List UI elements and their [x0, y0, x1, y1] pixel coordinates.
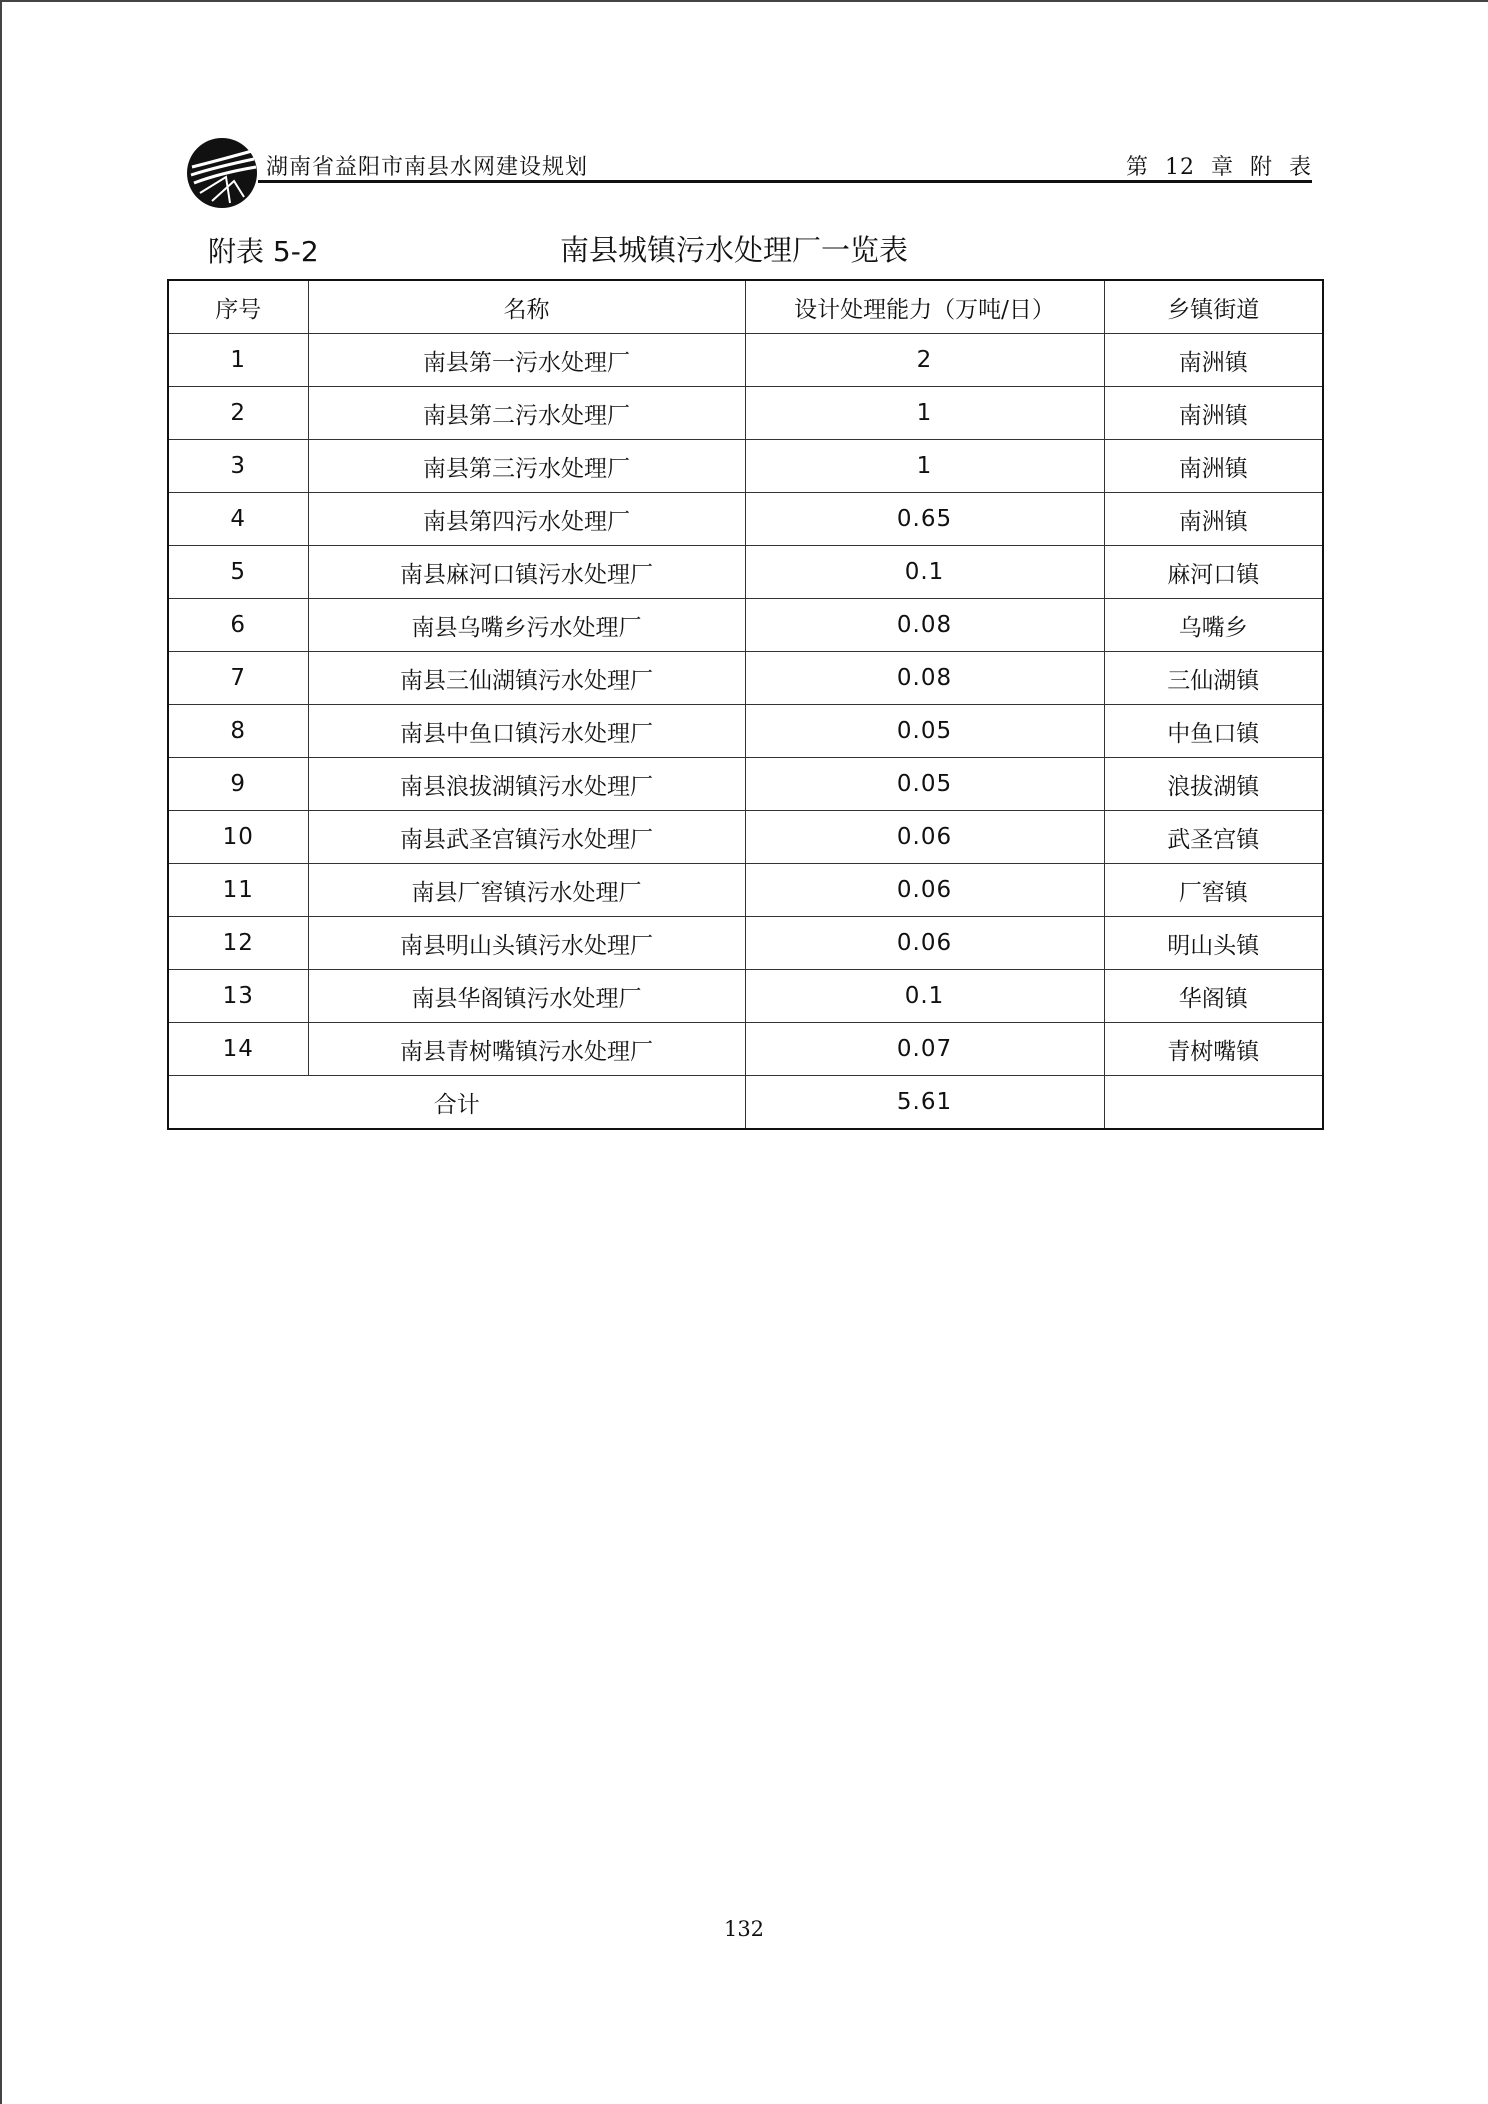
plant-name-cell: 南县厂窖镇污水处理厂: [308, 864, 745, 917]
row-number-cell: 8: [168, 705, 308, 758]
plant-name-cell: 南县浪拔湖镇污水处理厂: [308, 758, 745, 811]
header-rule: [258, 180, 1312, 183]
row-number-cell: 11: [168, 864, 308, 917]
row-number-cell: 12: [168, 917, 308, 970]
row-number-cell: 9: [168, 758, 308, 811]
page-edge-top: [0, 0, 1488, 2]
row-number-cell: 7: [168, 652, 308, 705]
row-number-cell: 5: [168, 546, 308, 599]
capacity-cell: 0.05: [745, 758, 1104, 811]
row-number-cell: 6: [168, 599, 308, 652]
page-edge-left: [0, 0, 2, 2104]
total-capacity: 5.61: [745, 1076, 1104, 1130]
capacity-cell: 0.08: [745, 599, 1104, 652]
row-number-cell: 13: [168, 970, 308, 1023]
table-body: [168, 334, 1323, 1076]
header-cell-town: 乡镇街道: [1104, 280, 1323, 334]
row-number-cell: 3: [168, 440, 308, 493]
table-row: [168, 334, 1323, 387]
town-cell: 南洲镇: [1104, 440, 1323, 493]
town-cell: 三仙湖镇: [1104, 652, 1323, 705]
capacity-cell: 0.08: [745, 652, 1104, 705]
table-row: [168, 546, 1323, 599]
water-plan-logo-icon: [186, 137, 258, 209]
table-row: [168, 705, 1323, 758]
capacity-cell: 0.07: [745, 1023, 1104, 1076]
plant-name-cell: 南县青树嘴镇污水处理厂: [308, 1023, 745, 1076]
town-cell: 武圣宫镇: [1104, 811, 1323, 864]
capacity-cell: 0.06: [745, 811, 1104, 864]
capacity-cell: 0.06: [745, 917, 1104, 970]
row-number-cell: 4: [168, 493, 308, 546]
total-town: [1104, 1076, 1323, 1130]
table-row: [168, 387, 1323, 440]
total-label: 合计: [168, 1076, 745, 1130]
capacity-cell: 0.06: [745, 864, 1104, 917]
town-cell: 浪拔湖镇: [1104, 758, 1323, 811]
town-cell: 麻河口镇: [1104, 546, 1323, 599]
total-row: [168, 1076, 1323, 1130]
table-row: [168, 493, 1323, 546]
row-number-cell: 1: [168, 334, 308, 387]
chapter-header: 第 12 章 附 表: [1126, 155, 1312, 180]
plant-name-cell: 南县麻河口镇污水处理厂: [308, 546, 745, 599]
town-cell: 乌嘴乡: [1104, 599, 1323, 652]
town-cell: 中鱼口镇: [1104, 705, 1323, 758]
header-cell-no: 序号: [168, 280, 308, 334]
plant-name-cell: 南县武圣宫镇污水处理厂: [308, 811, 745, 864]
row-number-cell: 10: [168, 811, 308, 864]
capacity-cell: 0.65: [745, 493, 1104, 546]
header-cell-name: 名称: [308, 280, 745, 334]
capacity-cell: 0.1: [745, 546, 1104, 599]
table-row: [168, 599, 1323, 652]
page-number: 132: [723, 1917, 765, 1941]
plant-name-cell: 南县乌嘴乡污水处理厂: [308, 599, 745, 652]
town-cell: 厂窖镇: [1104, 864, 1323, 917]
plant-name-cell: 南县三仙湖镇污水处理厂: [308, 652, 745, 705]
town-cell: 南洲镇: [1104, 493, 1323, 546]
table-row: [168, 811, 1323, 864]
town-cell: 华阁镇: [1104, 970, 1323, 1023]
plant-name-cell: 南县华阁镇污水处理厂: [308, 970, 745, 1023]
town-cell: 明山头镇: [1104, 917, 1323, 970]
header-cell-capacity: 设计处理能力（万吨/日）: [745, 280, 1104, 334]
capacity-cell: 0.05: [745, 705, 1104, 758]
plant-name-cell: 南县第一污水处理厂: [308, 334, 745, 387]
table-row: [168, 440, 1323, 493]
table-row: [168, 970, 1323, 1023]
table-title: 南县城镇污水处理厂一览表: [560, 233, 909, 267]
table-row: [168, 864, 1323, 917]
table-row: [168, 1023, 1323, 1076]
table-row: [168, 652, 1323, 705]
town-cell: 南洲镇: [1104, 387, 1323, 440]
town-cell: 南洲镇: [1104, 334, 1323, 387]
row-number-cell: 2: [168, 387, 308, 440]
table-number: 附表 5-2: [208, 235, 319, 268]
plant-name-cell: 南县第二污水处理厂: [308, 387, 745, 440]
table-header-row: [168, 280, 1323, 334]
plant-name-cell: 南县中鱼口镇污水处理厂: [308, 705, 745, 758]
plant-name-cell: 南县第三污水处理厂: [308, 440, 745, 493]
capacity-cell: 2: [745, 334, 1104, 387]
town-cell: 青树嘴镇: [1104, 1023, 1323, 1076]
plant-name-cell: 南县明山头镇污水处理厂: [308, 917, 745, 970]
row-number-cell: 14: [168, 1023, 308, 1076]
table-row: [168, 758, 1323, 811]
document-header-title: 湖南省益阳市南县水网建设规划: [266, 155, 589, 180]
capacity-cell: 0.1: [745, 970, 1104, 1023]
table-row: [168, 917, 1323, 970]
capacity-cell: 1: [745, 440, 1104, 493]
capacity-cell: 1: [745, 387, 1104, 440]
wastewater-plants-table: [167, 279, 1324, 1130]
plant-name-cell: 南县第四污水处理厂: [308, 493, 745, 546]
